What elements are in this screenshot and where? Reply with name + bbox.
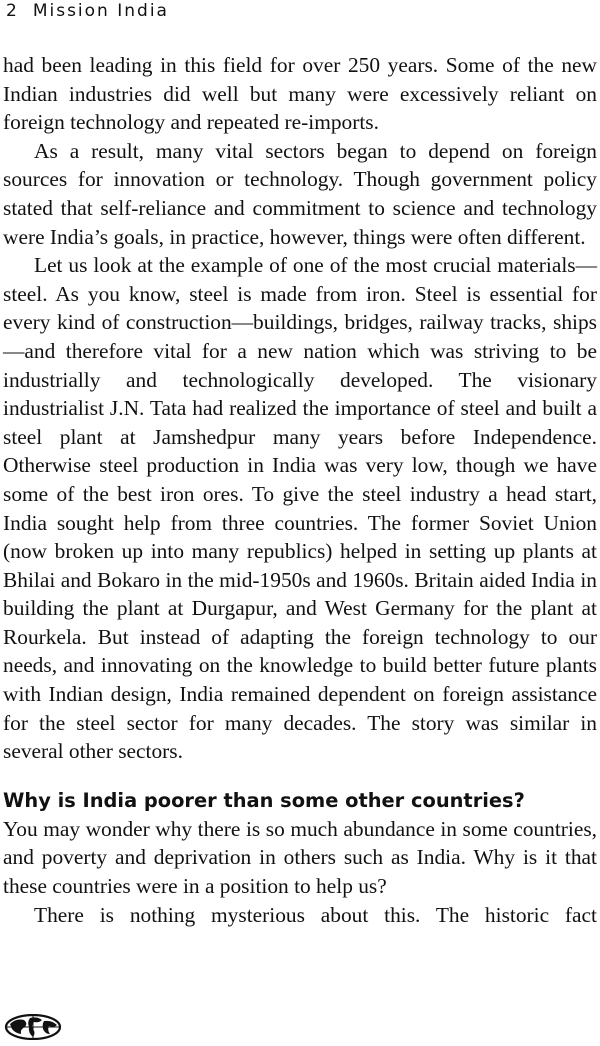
running-title: Mission India (32, 1, 169, 21)
globe-icon (4, 1014, 62, 1040)
section-heading: Why is India poorer than some other countries? (3, 788, 525, 812)
running-head (6, 0, 169, 22)
body-text (3, 51, 597, 929)
paragraph-vital-sectors: As a result, many vital sectors began to depend on foreign sources for innovation or technology. Though government policy stated that self-reliance and commitment to science and technology were India’s goals, in practice, however, things were often different. (3, 138, 597, 249)
paragraph-continued: had been leading in this field for over 250 years. Some of the new Indian industries did well but many were excessively reliant on foreign technology and repeated re-imports. (3, 53, 597, 135)
paragraph-abundance: You may wonder why there is so much abundance in some countries, and poverty and deprivation in others such as India. Why is it that these countries were in a position to help us? (3, 816, 597, 899)
page-number: 2 (6, 1, 19, 21)
paragraph-steel-example: Let us look at the example of one of the most crucial materials—steel. As you know, steel is made from iron. Steel is essential for every kind of construction—buildings, bridges, railway tracks, ships—and therefore vital for a new nation which was striving to be industrially and technologically developed. The visionary industrialist J.N. Tata had realized the importance of steel and built a steel plant at Jamshedpur many years before Independence. Otherwise steel production in India was very low, though we have some of the best iron ores. To give the steel industry a head start, India sought help from three countries. The former Soviet Union (now broken up into many republics) helped in setting up plants at Bhilai and Bokaro in the mid-1950s and 1960s. Britain aided India in building the plant at Durgapur, and West Germany for the plant at Rourkela. But instead of adapting the foreign technology to our needs, and innovating on the knowledge to build better future plants with Indian design, India remained dependent on foreign assistance for the steel sector for many decades. The story was similar in several other sectors. (3, 253, 597, 764)
paragraph-historic-fact: There is nothing mysterious about this. The historic fact (34, 902, 597, 927)
